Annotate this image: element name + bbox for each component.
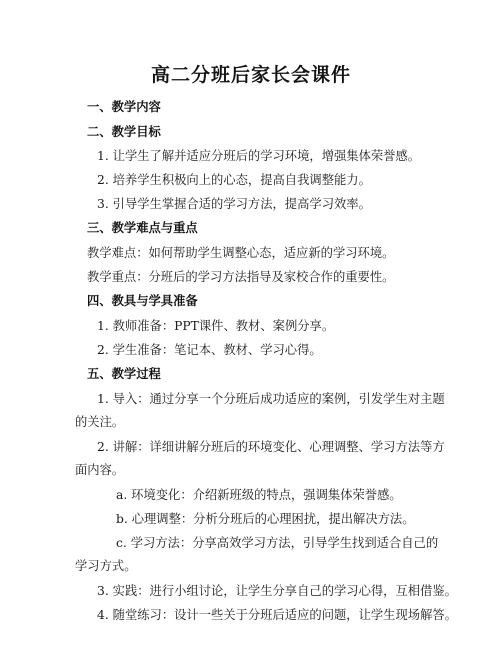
difficulty-line: 教学难点：如何帮助学生调整心态，适应新的学习环境。: [87, 246, 395, 260]
goal-item: 2. 培养学生积极向上的心态，提高自我调整能力。: [97, 173, 371, 187]
process-line: 4. 随堂练习：设计一些关于分班后适应的问题，让学生现场解答。: [97, 608, 457, 622]
section-heading-process: 五、教学过程: [87, 367, 161, 381]
process-line: 面内容。: [75, 463, 125, 477]
process-line: 学习方式。: [75, 559, 137, 573]
key-point-line: 教学重点：分班后的学习方法指导及家校合作的重要性。: [87, 270, 395, 284]
document-title: 高二分班后家长会课件: [150, 64, 351, 86]
section-heading-materials: 四、教具与学具准备: [87, 294, 198, 308]
goal-item: 1. 让学生了解并适应分班后的学习环境，增强集体荣誉感。: [97, 149, 421, 163]
materials-item: 2. 学生准备：笔记本、教材、学习心得。: [97, 343, 322, 357]
materials-item: 1. 教师准备：PPT课件、教材、案例分享。: [97, 319, 335, 333]
process-subline: b. 心理调整：分析分班后的心理困扰，提出解决方法。: [116, 512, 415, 526]
process-line: 的关注。: [75, 415, 125, 429]
process-line: 1. 导入：通过分享一个分班后成功适应的案例，引发学生对主题: [97, 392, 445, 406]
goal-item: 3. 引导学生掌握合适的学习方法，提高学习效率。: [97, 197, 371, 211]
section-heading-content: 一、教学内容: [87, 100, 161, 114]
section-heading-difficulties: 三、教学难点与重点: [87, 221, 198, 235]
process-subline: c. 学习方法：分享高效学习方法，引导学生找到适合自己的: [116, 536, 439, 550]
process-subline: a. 环境变化：介绍新班级的特点，强调集体荣誉感。: [116, 488, 402, 502]
process-line: 3. 实践：进行小组讨论，让学生分享自己的学习心得，互相借鉴。: [97, 584, 457, 598]
process-line: 2. 讲解：详细讲解分班后的环境变化、心理调整、学习方法等方: [97, 440, 445, 454]
section-heading-goals: 二、教学目标: [87, 125, 161, 139]
